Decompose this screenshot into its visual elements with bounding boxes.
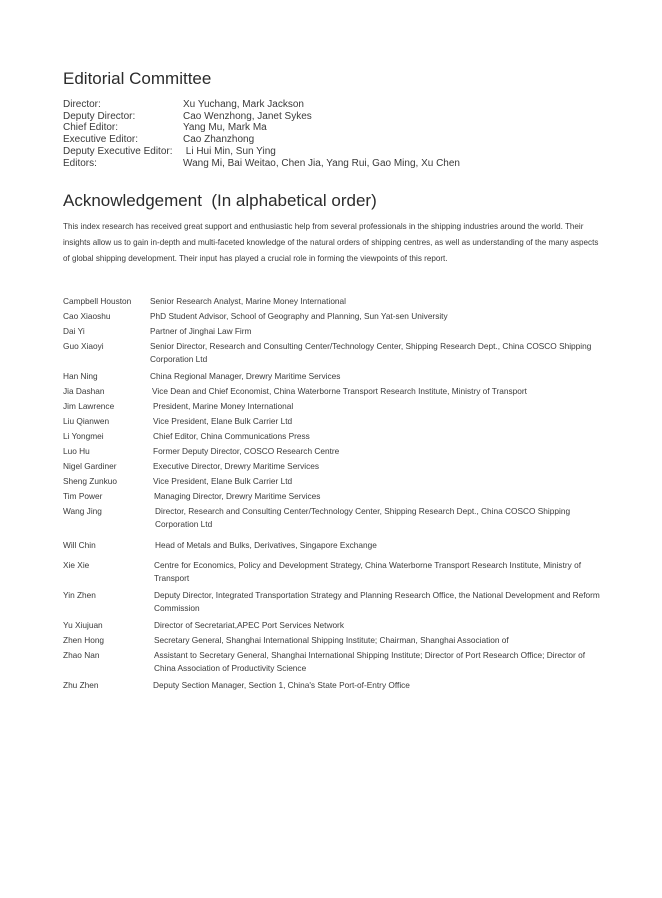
person-name: Li Yongmei: [63, 431, 104, 441]
person-title: Director, Research and Consulting Center/Technology Center, Shipping Research Dept., China COSCO Shipping Corporation Ltd: [155, 506, 571, 529]
list-item: [63, 400, 603, 415]
committee-role: Executive Editor:: [63, 134, 139, 146]
person-name: Yin Zhen: [63, 590, 96, 600]
person-name: Jia Dashan: [63, 386, 105, 396]
person-name: Cao Xiaoshu: [63, 311, 111, 321]
list-item: [63, 340, 603, 370]
committee-role: Director:: [63, 99, 101, 110]
list-item: [63, 430, 603, 445]
person-title: Chief Editor, China Communications Press: [153, 431, 310, 441]
person-name: Zhen Hong: [63, 635, 105, 645]
list-item: [63, 325, 603, 340]
person-title: Vice President, Elane Bulk Carrier Ltd: [153, 416, 293, 426]
committee-row: [63, 146, 603, 158]
list-item: [63, 490, 603, 505]
committee-row: [63, 111, 603, 123]
committee-row: [63, 99, 603, 111]
list-item: [63, 475, 603, 490]
person-title: PhD Student Advisor, School of Geography and Planning, Sun Yat-sen University: [150, 311, 448, 321]
committee-names: Cao Wenzhong, Janet Sykes: [183, 110, 312, 122]
committee-names: Xu Yuchang, Mark Jackson: [183, 99, 304, 110]
list-item: [63, 445, 603, 460]
person-title: Director of Secretariat,APEC Port Services Network: [154, 620, 344, 630]
person-name: Guo Xiaoyi: [63, 341, 104, 351]
committee-names: Yang Mu, Mark Ma: [183, 122, 267, 134]
person-name: Wang Jing: [63, 506, 102, 516]
person-title: Assistant to Secretary General, Shanghai International Shipping Institute; Director of Port Research Office; Director of China Association of Productivity Science: [154, 650, 586, 673]
committee-row: [63, 134, 603, 146]
person-title: Deputy Director, Integrated Transportation Strategy and Planning Research Office, the National Development and Reform Commission: [154, 590, 600, 613]
person-title: Managing Director, Drewry Maritime Services: [154, 491, 321, 501]
person-name: Dai Yi: [63, 326, 85, 336]
person-name: Campbell Houston: [63, 296, 132, 306]
list-item: [63, 679, 603, 694]
committee-role: Deputy Executive Editor:: [63, 145, 173, 157]
list-item: [63, 415, 603, 430]
committee-names: Wang Mi, Bai Weitao, Chen Jia, Yang Rui, Gao Ming, Xu Chen: [183, 157, 460, 169]
list-item: [63, 505, 603, 539]
editorial-committee-heading: Editorial Committee: [63, 69, 212, 88]
person-title: Senior Director, Research and Consulting Center/Technology Center, Shipping Research Dept., China COSCO Shipping Corporation Ltd: [150, 341, 592, 364]
person-title: China Regional Manager, Drewry Maritime Services: [150, 371, 341, 381]
person-title: Partner of Jinghai Law Firm: [150, 326, 252, 336]
person-name: Luo Hu: [63, 446, 90, 456]
list-item: [63, 559, 603, 589]
committee-row: [63, 122, 603, 134]
list-item: [63, 310, 603, 325]
person-name: Will Chin: [63, 540, 96, 550]
person-name: Tim Power: [63, 491, 103, 501]
person-name: Yu Xiujuan: [63, 620, 103, 630]
list-item: [63, 370, 603, 385]
person-title: Former Deputy Director, COSCO Research Centre: [153, 446, 340, 456]
person-title: Deputy Section Manager, Section 1, China's State Port-of-Entry Office: [153, 680, 410, 690]
person-title: Executive Director, Drewry Maritime Services: [153, 461, 319, 471]
person-title: Head of Metals and Bulks, Derivatives, Singapore Exchange: [155, 540, 377, 550]
person-title: Secretary General, Shanghai International Shipping Institute; Chairman, Shanghai Association of: [154, 635, 509, 645]
person-title: Vice President, Elane Bulk Carrier Ltd: [153, 476, 293, 486]
committee-names: Li Hui Min, Sun Ying: [183, 145, 276, 157]
person-title: President, Marine Money International: [153, 401, 294, 411]
list-item: [63, 539, 603, 559]
list-item: [63, 649, 603, 679]
person-name: Jim Lawrence: [63, 401, 115, 411]
person-name: Liu Qianwen: [63, 416, 110, 426]
committee-role: Chief Editor:: [63, 122, 119, 134]
acknowledgement-heading: Acknowledgement (In alphabetical order): [63, 191, 377, 210]
list-item: [63, 619, 603, 634]
person-name: Zhao Nan: [63, 650, 100, 660]
committee-role: Editors:: [63, 157, 97, 169]
committee-row: [63, 158, 603, 170]
acknowledgement-list: [63, 295, 603, 694]
acknowledgement-intro: This index research has received great support and enthusiastic help from several professionals in the shipping industries around the world. Their insights allow us to gain in-depth and multi-faceted knowledge of the natural orders of shipping centres, as well as understanding of the many aspects of global shipping development. Their input has played a crucial role in forming the viewpoints of this report.: [63, 222, 599, 263]
person-name: Nigel Gardiner: [63, 461, 117, 471]
person-title: Senior Research Analyst, Marine Money International: [150, 296, 347, 306]
list-item: [63, 295, 603, 310]
person-name: Zhu Zhen: [63, 680, 99, 690]
list-item: [63, 589, 603, 619]
person-name: Xie Xie: [63, 560, 90, 570]
committee-role: Deputy Director:: [63, 110, 136, 122]
editorial-committee-list: [63, 99, 603, 169]
person-title: Vice Dean and Chief Economist, China Waterborne Transport Research Institute, Ministry of Transport: [152, 386, 527, 396]
committee-names: Cao Zhanzhong: [183, 134, 255, 146]
person-name: Han Ning: [63, 371, 98, 381]
person-name: Sheng Zunkuo: [63, 476, 117, 486]
list-item: [63, 385, 603, 400]
person-title: Centre for Economics, Policy and Development Strategy, China Waterborne Transport Research Institute, Ministry of Transport: [154, 560, 582, 583]
list-item: [63, 460, 603, 475]
list-item: [63, 634, 603, 649]
